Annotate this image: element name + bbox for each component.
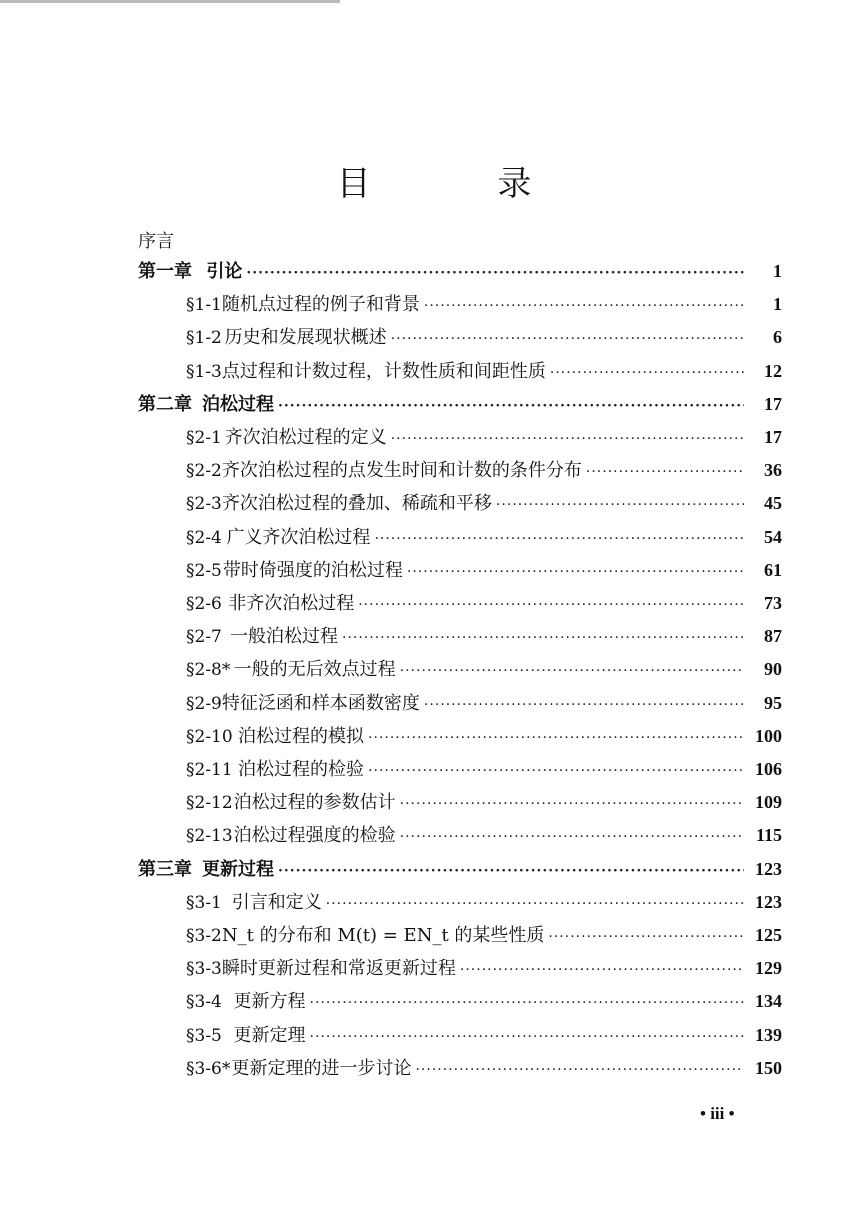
toc-entry-title: 一般泊松过程 <box>230 626 338 648</box>
toc-page-number: 115 <box>755 825 782 846</box>
toc-entry-number: §2-7 <box>186 627 222 648</box>
toc-page-number: 6 <box>773 327 782 348</box>
toc-entry-title: 引论 <box>206 261 243 282</box>
toc-section-entry[interactable] <box>186 922 782 948</box>
toc-entry-title: 随机点过程的例子和背景 <box>221 294 420 316</box>
toc-page-number: 73 <box>764 593 782 613</box>
toc-page-number: 36 <box>764 460 782 481</box>
toc-entry-title: 更新定理 <box>233 1024 306 1046</box>
toc-entry-number: 第一章 <box>138 261 192 282</box>
toc-leader-dots <box>246 260 744 286</box>
toc-page-number: 12 <box>764 360 782 381</box>
toc-entry-title: 点过程和计数过程，计数性质和间距性质 <box>221 360 546 382</box>
toc-entry-title: 泊松过程的检验 <box>238 759 365 780</box>
toc-entry-number: §1-1 <box>186 295 222 316</box>
toc-entry-title: 瞬时更新过程和常返更新过程 <box>221 958 456 980</box>
toc-section-entry[interactable] <box>186 490 782 516</box>
toc-section-entry[interactable] <box>186 623 782 649</box>
toc-chapter-entry[interactable] <box>138 856 782 882</box>
toc-entry-number: §2-5 <box>186 560 222 581</box>
toc-chapter-entry[interactable] <box>138 391 782 417</box>
toc-section-entry[interactable] <box>186 1055 782 1081</box>
toc-page-number: 125 <box>755 925 782 945</box>
toc-page-number: 17 <box>764 393 782 414</box>
toc-entry-number: §3-5 <box>186 1025 222 1046</box>
toc-leader-dots <box>496 492 744 518</box>
toc-leader-dots <box>460 957 744 983</box>
toc-entry-title: 泊松过程强度的检验 <box>233 825 396 847</box>
toc-section-entry[interactable] <box>186 457 782 483</box>
toc-entry-number: §2-10 <box>186 726 233 747</box>
toc-leader-dots <box>424 692 744 718</box>
toc-page-number: 100 <box>755 725 782 746</box>
toc-page-number: 134 <box>755 991 782 1012</box>
page-number-footer: • iii • <box>700 1104 735 1123</box>
toc-leader-dots <box>407 559 744 585</box>
toc-section-entry[interactable] <box>186 889 782 915</box>
toc-entry-title: N_t 的分布和 M(t) = EN_t 的某些性质 <box>221 925 545 946</box>
toc-entry-number: §2-12 <box>186 793 233 814</box>
toc-entry-title: 泊松过程的参数估计 <box>233 792 396 814</box>
toc-page-number: 150 <box>755 1057 782 1078</box>
toc-entry-title: 泊松过程的模拟 <box>238 725 365 747</box>
toc-leader-dots <box>400 791 744 817</box>
toc-entry-title: 齐次泊松过程的叠加、稀疏和平移 <box>221 493 492 515</box>
toc-leader-dots <box>424 293 744 319</box>
toc-page-number: 87 <box>764 626 782 647</box>
toc-entry-title: 非齐次泊松过程 <box>228 593 355 614</box>
toc-entry-title: 更新过程 <box>202 858 275 880</box>
toc-leader-dots <box>400 824 744 850</box>
toc-entry-number: §2-8* <box>186 660 231 681</box>
toc-entry-number: §2-9 <box>186 693 222 714</box>
toc-page-number: 123 <box>755 858 782 879</box>
toc-leader-dots <box>548 924 744 950</box>
toc-page-number: 54 <box>764 526 782 547</box>
toc-page-number: 129 <box>755 958 782 979</box>
toc-leader-dots <box>391 426 744 452</box>
toc-page-number: 139 <box>755 1024 782 1045</box>
toc-entry-number: §3-2 <box>186 926 222 946</box>
toc-entry-number: §2-13 <box>186 826 233 847</box>
toc-section-entry[interactable] <box>186 291 782 317</box>
toc-page-number: 61 <box>764 559 782 580</box>
toc-entry-number: §3-3 <box>186 959 222 980</box>
toc-section-entry[interactable] <box>186 756 782 782</box>
toc-entry-title: 更新定理的进一步讨论 <box>231 1057 412 1079</box>
toc-leader-dots <box>278 393 744 419</box>
toc-entry-number: §2-6 <box>186 594 222 614</box>
toc-entry-title: 齐次泊松过程的定义 <box>224 427 387 448</box>
toc-leader-dots <box>415 1057 744 1083</box>
toc-section-entry[interactable] <box>186 358 782 384</box>
toc-page-number: 90 <box>764 659 782 680</box>
toc-leader-dots <box>586 459 744 485</box>
toc-section-entry[interactable] <box>186 590 782 616</box>
toc-entry-number: 第二章 <box>138 393 192 415</box>
toc-entry-number: 第三章 <box>138 858 192 880</box>
toc-leader-dots <box>400 658 744 684</box>
toc-section-entry[interactable] <box>186 955 782 981</box>
toc-leader-dots <box>342 625 744 651</box>
toc-section-entry[interactable] <box>186 557 782 583</box>
toc-leader-dots <box>368 725 744 751</box>
toc-entry-number: §1-2 <box>186 328 222 349</box>
toc-page-number: 109 <box>755 792 782 813</box>
toc-page-number: 1 <box>773 294 782 315</box>
toc-entry-number: §2-3 <box>186 494 222 515</box>
toc-page-number: 17 <box>764 427 782 447</box>
toc-section-entry[interactable] <box>186 723 782 749</box>
toc-chapter-entry[interactable] <box>138 258 782 284</box>
toc-entry-number: §2-11 <box>186 760 233 780</box>
toc-page-number: 95 <box>764 692 782 713</box>
toc-section-entry[interactable] <box>186 988 782 1014</box>
toc-section-entry[interactable] <box>186 656 782 682</box>
toc-entry-number: §2-1 <box>186 428 222 448</box>
toc-page-number: 123 <box>755 891 782 912</box>
toc-page-number: 1 <box>773 261 782 281</box>
toc-page-number: 45 <box>764 493 782 514</box>
toc-entry-title: 齐次泊松过程的点发生时间和计数的条件分布 <box>221 460 582 482</box>
toc-leader-dots <box>278 858 744 884</box>
toc-entry-number: §2-2 <box>186 461 222 482</box>
toc-leader-dots <box>326 891 744 917</box>
toc-section-entry[interactable] <box>186 424 782 450</box>
toc-entry-title: 泊松过程 <box>202 393 275 415</box>
toc-section-entry[interactable] <box>186 324 782 350</box>
toc-section-entry[interactable] <box>186 822 782 848</box>
toc-entry-number: §1-3 <box>186 361 222 382</box>
toc-entry-title: 特征泛函和样本函数密度 <box>221 692 420 714</box>
toc-leader-dots <box>310 1024 744 1050</box>
toc-entry-number: §2-4 <box>186 527 222 548</box>
toc-entry-title: 历史和发展现状概述 <box>224 327 387 349</box>
toc-entry-title: 更新方程 <box>233 991 306 1013</box>
toc-leader-dots <box>368 758 744 784</box>
toc-entry-number: §3-4 <box>186 992 222 1013</box>
toc-leader-dots <box>358 592 744 618</box>
toc-entry-title: 广义齐次泊松过程 <box>226 526 371 548</box>
toc-section-entry[interactable] <box>186 690 782 716</box>
toc-page-number: 106 <box>755 759 782 779</box>
toc-leader-dots <box>550 360 744 386</box>
toc-section-entry[interactable] <box>186 789 782 815</box>
toc-preface-entry[interactable]: 序言 <box>138 231 174 252</box>
toc-leader-dots <box>374 526 744 552</box>
toc-leader-dots <box>391 326 744 352</box>
page-title: 目 录 <box>336 164 590 204</box>
toc-section-entry[interactable] <box>186 524 782 550</box>
toc-entry-number: §3-1 <box>186 892 222 913</box>
toc-entry-title: 一般的无后效点过程 <box>233 659 396 681</box>
toc-section-entry[interactable] <box>186 1022 782 1048</box>
toc-leader-dots <box>310 990 744 1016</box>
toc-entry-title: 带时倚强度的泊松过程 <box>222 559 403 581</box>
toc-entry-title: 引言和定义 <box>231 891 322 913</box>
toc-entry-number: §3-6* <box>186 1058 231 1079</box>
